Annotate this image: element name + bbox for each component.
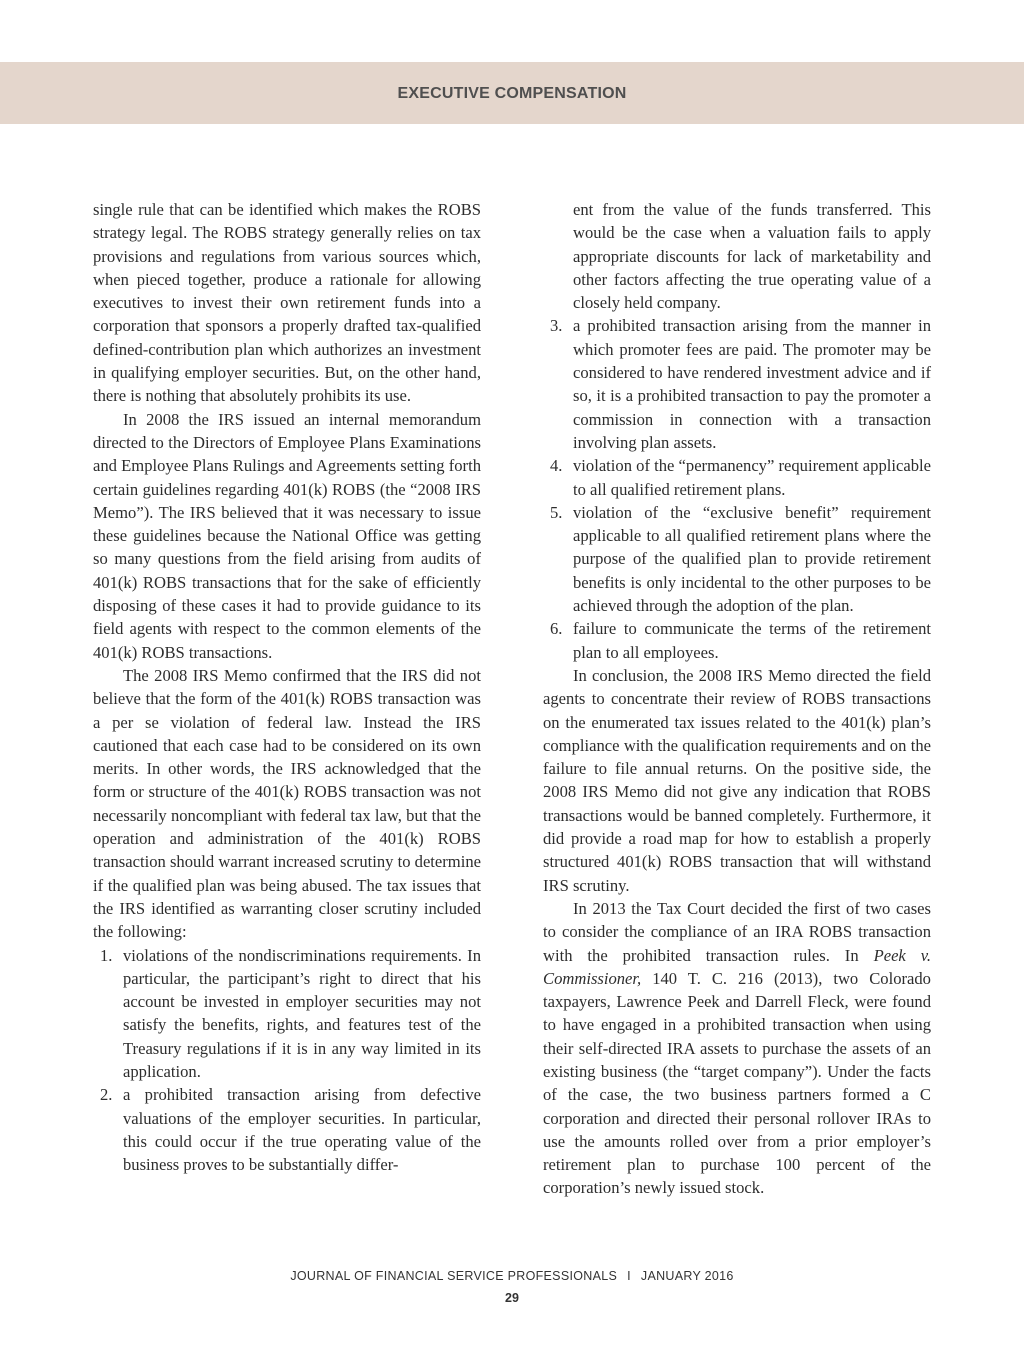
paragraph [543,897,931,1200]
paragraph: In 2008 the IRS issued an internal memorandum directed to the Directors of Employee Plans Examinations and Employee Plans Rulings and Agreements setting forth certain guidelines regarding 401(k) ROBS (the “2008 IRS Memo”). The IRS believed that it was necessary to issue these guidelines because the National Office was getting so many questions from the field arising from audits of 401(k) ROBS transactions that for the sake of efficiently disposing of these cases it had to provide guidance to its field agents with respect to the common elements of the 401(k) ROBS transactions. [93,409,481,662]
list-item-text: violation of the “exclusive benefit” requirement applicable to all qualified retirement plans where the purpose of the qualified plan to provide retirement benefits is only incidental to the other purposes to be achieved through the adoption of the plan. [573,502,931,616]
list-item-text: violations of the nondiscriminations requirements. In particular, the participant’s right to direct that his account be invested in employer securities may not satisfy the benefits, rights, and features test of the Treasury regulations if it is in any way limited in its application. [123,945,481,1081]
list-item-continuation [543,198,931,314]
right-column [543,198,931,1200]
list-item-number: 4. [550,456,563,476]
journal-name: JOURNAL OF FINANCIAL SERVICE PROFESSIONALS [290,1269,618,1283]
list-item-number: 6. [550,619,563,639]
paragraph: The 2008 IRS Memo confirmed that the IRS did not believe that the form of the 401(k) ROBS transaction was a per se violation of federal law. Instead the IRS cautioned that each case had to be considered on its own merits. In other words, the IRS acknowledged that the form or structure of the 401(k) ROBS transaction was not necessarily noncompliant with federal tax law, but that the operation and administration of the 401(k) ROBS transaction should warrant increased scrutiny to determine if the qualified plan was being abused. The tax issues that the IRS identified as warranting closer scrutiny included the following: [93,665,481,942]
list-item [93,1083,481,1176]
list-item-text: a prohibited transaction arising from the manner in which promoter fees are paid. The promoter may be considered to have rendered investment advice and if so, it is a prohibited transaction to pay the promoter a commission in connection with a transaction involving plan assets. [573,316,931,452]
case-name: Peek v. Commissioner, [543,945,931,988]
list-item-number: 1. [100,945,113,965]
paragraph-text: 140 T. C. 216 (2013), two Colorado taxpayers, Lawrence Peek and Darrell Fleck, were found to have engaged in a prohibited transaction when using their self-directed IRA assets to purchase the assets of an existing business (the “target company”). Under the facts of the case, the two business partners formed a C corporation and directed their personal rollover IRAs to use the amounts rolled over from a prior employer’s retirement plan to purchase 100 percent of the corporation’s newly issued stock. [543,968,931,1198]
list-item [543,314,931,454]
page-number: 29 [505,1291,519,1305]
left-column [93,198,481,1176]
issue-date: JANUARY 2016 [640,1269,734,1283]
issues-list [93,944,481,1177]
list-item-number: 3. [550,316,563,336]
footer-separator: I [627,1269,631,1283]
issues-list-continued [543,198,931,664]
paragraph: In conclusion, the 2008 IRS Memo directed the field agents to concentrate their review of ROBS transactions on the enumerated tax issues related to the 401(k) plan’s compliance with the qualification requirements and on the failure to file annual returns. On the positive side, the 2008 IRS Memo did not give any indication that ROBS transactions would be banned completely. Furthermore, it did provide a road map for how to establish a properly structured 401(k) ROBS transaction that will withstand IRS scrutiny. [543,665,931,895]
paragraph: single rule that can be identified which makes the ROBS strategy legal. The ROBS strategy generally relies on tax provisions and regulations from various sources which, when pieced together, produce a rationale for allowing executives to invest their own retirement funds into a corporation that sponsors a properly drafted tax-qualified defined-contribution plan which authorizes an investment in qualifying employer securities. But, on the other hand, there is nothing that absolutely prohibits its use. [93,200,481,406]
footer-journal-line [0,1269,1024,1283]
paragraph-text: In 2013 the Tax Court decided the first of two cases to consider the compliance of an IRA ROBS transaction with the prohibited transaction rules. In [543,898,931,965]
list-item-text: a prohibited transaction arising from defective valuations of the employer securities. In particular, this could occur if the true operating value of the business proves to be substantially differ- [123,1085,481,1175]
list-item-text: ent from the value of the funds transferred. This would be the case when a valuation fails to apply appropriate discounts for lack of marketability and other factors affecting the true operating value of a closely held company. [573,200,931,313]
header-band [0,62,1024,124]
list-item [543,617,931,664]
list-item [543,501,931,617]
list-item [93,944,481,1084]
list-item-text: failure to communicate the terms of the retirement plan to all employees. [573,619,931,662]
list-item [543,454,931,501]
list-item-number: 5. [550,502,563,522]
list-item-text: violation of the “permanency” requirement applicable to all qualified retirement plans. [573,456,931,499]
section-title: EXECUTIVE COMPENSATION [397,85,627,102]
list-item-number: 2. [100,1085,113,1105]
